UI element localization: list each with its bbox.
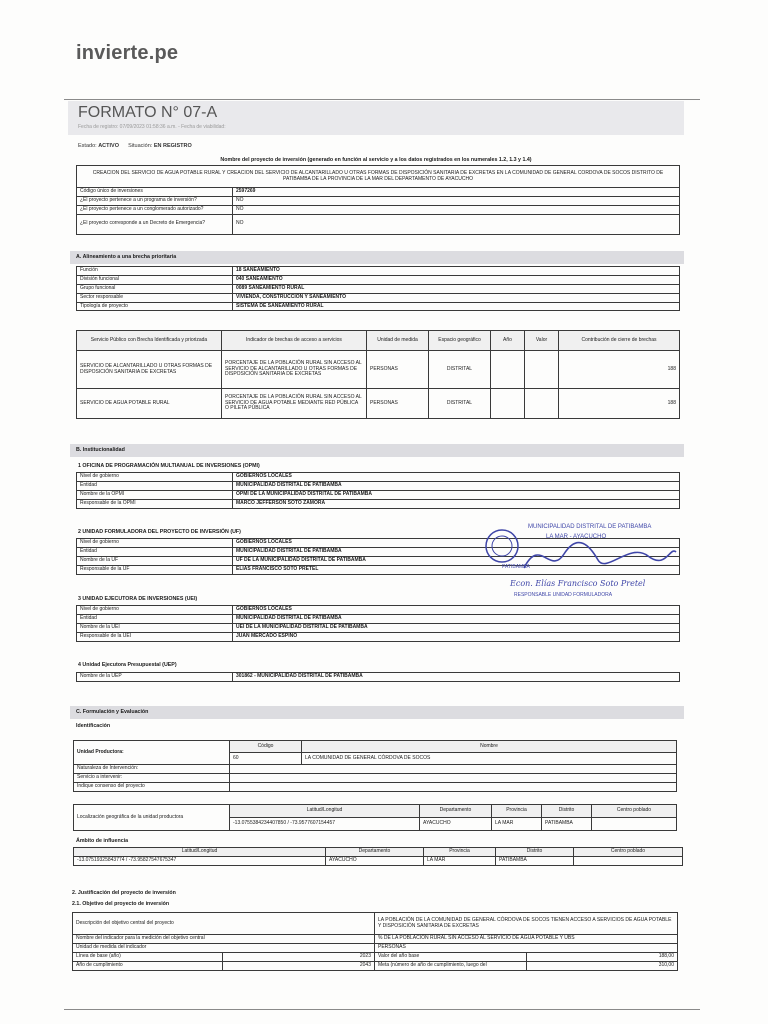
col-header: Provincia	[424, 848, 496, 857]
row-value: MARCO JEFFERSON SOTO ZAMORA	[233, 499, 680, 508]
project-name: CREACION DEL SERVICIO DE AGUA POTABLE RURAL Y CREACION DEL SERVICIO DE ALCANTARILLADO U OTRAS FORMAS DE DISPOSICIÓN SANITARIA DE EXCRETAS EN LA COMUNIDAD DE GENERAL CORDOVA DE SOCOS DISTRITO DE PATIBAMBA DE LA PROVINCIA DE LA MAR DEL DEPARTAMENTO DE AYACUCHO	[77, 166, 680, 188]
table-row	[74, 773, 677, 782]
table-cell: 188	[559, 389, 680, 419]
table-row	[77, 499, 680, 508]
col-header: Distrito	[496, 848, 574, 857]
table-cell: PORCENTAJE DE LA POBLACIÓN RURAL SIN ACCESO AL SERVICIO DE AGUA POTABLE MEDIANTE RED PÚBLICA O PILETA PÚBLICA	[222, 389, 367, 419]
row-label: Responsable de la UF	[77, 565, 233, 574]
justification-title: 2. Justificación del proyecto de inversión	[72, 890, 176, 896]
row-label: Responsable de la OPMI	[77, 499, 233, 508]
table-row	[73, 913, 678, 935]
table-row	[73, 943, 678, 952]
row-label: ¿El proyecto pertenece a un conglomerado autorizado?	[77, 205, 233, 214]
row-label: Unidad de medida del indicador	[73, 943, 375, 952]
uei-title: 3 UNIDAD EJECUTORA DE INVERSIONES (UEI)	[78, 596, 198, 602]
top-divider	[64, 99, 700, 100]
row-label: Descripción del objetivo central del proyecto	[73, 913, 375, 935]
table-row	[77, 632, 680, 641]
seal-inner	[492, 536, 512, 556]
row-value: LA POBLACIÓN DE LA COMUNIDAD DE GENERAL CÓRDOVA DE SOCOS TIENEN ACCESO A SERVICIOS DE AGUA POTABLE Y DISPOSICIÓN SANITARIA DE EXCRETAS	[375, 913, 678, 935]
row-label: Año de cumplimiento	[73, 961, 223, 970]
official-stamp	[480, 516, 680, 600]
row-value: 310,00	[527, 961, 678, 970]
row-label: Nombre de la UEP	[77, 673, 233, 682]
localization-table	[73, 804, 677, 831]
row-value: ELIAS FRANCISCO SOTO PRETEL	[233, 565, 680, 574]
stamp-line-4: Econ. Elías Francisco Soto Pretel	[510, 579, 646, 588]
table-cell: PATIBAMBA	[496, 856, 574, 865]
col-header: Provincia	[492, 805, 542, 818]
table-row	[77, 623, 680, 632]
table-row	[77, 196, 680, 205]
row-value: OPMI DE LA MUNICIPALIDAD DISTRITAL DE PATIBAMBA	[233, 490, 680, 499]
ambito-title: Ámbito de influencia	[76, 838, 129, 844]
table-cell	[525, 389, 559, 419]
table-row	[77, 490, 680, 499]
objective-table	[72, 912, 678, 971]
col-header: Nombre	[302, 741, 677, 753]
col-header: Unidad de medida	[367, 331, 429, 351]
row-value: VIVIENDA, CONSTRUCCION Y SANEAMIENTO	[233, 293, 680, 302]
col-header: Espacio geográfico	[429, 331, 491, 351]
row-value: GOBIERNOS LOCALES	[233, 539, 680, 548]
row-value: 301862 - MUNICIPALIDAD DISTRITAL DE PATIBAMBA	[233, 673, 680, 682]
table-cell: SERVICIO DE AGUA POTABLE RURAL	[77, 389, 222, 419]
row-value: 2043	[223, 961, 375, 970]
up-code: 60	[230, 753, 302, 765]
opmi-title: 1 OFICINA DE PROGRAMACIÓN MULTIANUAL DE INVERSIONES (OPMI)	[78, 463, 260, 469]
table-row	[77, 473, 680, 482]
stamp-line-1: MUNICIPALIDAD DISTRITAL DE PATIBAMBA	[528, 524, 652, 530]
stamp-line-3: PATIBAMBA	[502, 564, 530, 570]
table-cell: SERVICIO DE ALCANTARILLADO U OTRAS FORMAS DE DISPOSICIÓN SANITARIA DE EXCRETAS	[77, 351, 222, 389]
row-label: ¿El proyecto corresponde a un Decreto de Emergencia?	[77, 214, 233, 234]
row-label: Responsable de la UEI	[77, 632, 233, 641]
row-value: UF DE LA MUNICIPALIDAD DISTRITAL DE PATIBAMBA	[233, 556, 680, 565]
table-row	[77, 481, 680, 490]
row-value: GOBIERNOS LOCALES	[233, 473, 680, 482]
col-header: Departamento	[420, 805, 492, 818]
section-b-title: B. Institucionalidad	[70, 444, 684, 457]
row-value: 040 SANEAMIENTO	[233, 275, 680, 284]
row-value: NO	[233, 205, 680, 214]
table-header-row	[74, 848, 683, 857]
row-value	[230, 773, 677, 782]
table-row	[77, 205, 680, 214]
table-cell: DISTRITAL	[429, 351, 491, 389]
table-cell: -13.0755384234407850 / -73.9577607154457	[230, 818, 420, 831]
situacion-label: Situación:	[128, 143, 153, 149]
table-row	[73, 952, 678, 961]
row-value: MUNICIPALIDAD DISTRITAL DE PATIBAMBA	[233, 481, 680, 490]
row-value: 2597269	[233, 188, 680, 197]
table-row	[74, 805, 677, 818]
row-label: Función	[77, 267, 233, 276]
estado-value: ACTIVO	[98, 143, 119, 149]
row-label: Código único de inversiones	[77, 188, 233, 197]
table-cell	[525, 351, 559, 389]
section-c-title: C. Formulación y Evaluación	[70, 706, 684, 719]
table-row	[74, 765, 677, 774]
loc-label: Localización geográfica de la unidad productora	[74, 805, 230, 831]
table-cell: PERSONAS	[367, 351, 429, 389]
col-header: Distrito	[542, 805, 592, 818]
row-value: 18 SANEAMIENTO	[233, 267, 680, 276]
row-label: ¿El proyecto pertenece a un programa de inversión?	[77, 196, 233, 205]
objective-title: 2.1. Objetivo del proyecto de inversión	[72, 901, 170, 907]
row-value: 0089 SANEAMIENTO RURAL	[233, 284, 680, 293]
table-cell: PORCENTAJE DE LA POBLACIÓN RURAL SIN ACCESO AL SERVICIO DE ALCANTARILLADO U OTRAS FORMAS DE DISPOSICIÓN SANITARIA DE EXCRETAS	[222, 351, 367, 389]
table-row	[77, 606, 680, 615]
row-label: Valor del año base	[375, 952, 527, 961]
row-value: JUAN MERCADO ESPINO	[233, 632, 680, 641]
col-header: Servicio Público con Brecha Identificada y priorizada	[77, 331, 222, 351]
table-cell	[592, 818, 677, 831]
table-row	[73, 961, 678, 970]
row-label: Nombre de la OPMI	[77, 490, 233, 499]
col-header: Departamento	[326, 848, 424, 857]
table-row	[74, 741, 677, 753]
situacion-value: EN REGISTRO	[153, 143, 192, 149]
alignment-table	[76, 266, 680, 311]
row-label: Entidad	[77, 481, 233, 490]
row-value: 2023	[223, 952, 375, 961]
row-value: MUNICIPALIDAD DISTRITAL DE PATIBAMBA	[233, 614, 680, 623]
up-name: LA COMUNIDAD DE GENERAL CÓRDOVA DE SOCOS	[302, 753, 677, 765]
table-row	[77, 302, 680, 311]
row-label: Nombre del indicador para la medición del objetivo central	[73, 935, 375, 944]
table-header-row	[77, 331, 680, 351]
col-header: Latitud/Longitud	[74, 848, 326, 857]
form-title: FORMATO N° 07-A	[78, 104, 218, 121]
table-row	[77, 673, 680, 682]
table-cell	[491, 389, 525, 419]
project-table	[76, 165, 680, 235]
row-label: Nombre de la UEI	[77, 623, 233, 632]
up-label: Unidad Productora:	[74, 741, 230, 765]
row-label: Indique consenso del proyecto	[74, 782, 230, 791]
table-cell: AYACUCHO	[326, 856, 424, 865]
row-label: Grupo funcional	[77, 284, 233, 293]
bottom-divider	[64, 1009, 700, 1010]
table-row	[77, 389, 680, 419]
row-value	[230, 765, 677, 774]
row-label: Entidad	[77, 614, 233, 623]
row-value	[230, 782, 677, 791]
table-row	[77, 214, 680, 234]
table-row	[77, 614, 680, 623]
table-row	[74, 856, 683, 865]
signature	[524, 543, 676, 568]
status-line	[78, 143, 192, 149]
invierte-logo: invierte.pe	[76, 42, 179, 64]
row-label: Línea de base (año)	[73, 952, 223, 961]
row-value: % DE LA POBLACIÓN RURAL SIN ACCESO AL SERVICIO DE AGUA POTABLE Y UBS	[375, 935, 678, 944]
opmi-table	[76, 472, 680, 509]
row-value: NO	[233, 196, 680, 205]
table-cell: PERSONAS	[367, 389, 429, 419]
row-label: Meta (número de año de cumplimiento, luego del	[375, 961, 527, 970]
table-row	[77, 284, 680, 293]
col-header: Código	[230, 741, 302, 753]
stamp-line-5: RESPONSABLE UNIDAD FORMULADORA	[514, 592, 613, 598]
row-value: UEI DE LA MUNICIPALIDAD DISTRITAL DE PATIBAMBA	[233, 623, 680, 632]
col-header: Valor	[525, 331, 559, 351]
col-header: Latitud/Longitud	[230, 805, 420, 818]
table-cell: LA MAR	[424, 856, 496, 865]
row-value: SISTEMA DE SANEAMIENTO RURAL	[233, 302, 680, 311]
row-label: Entidad	[77, 547, 233, 556]
row-value: NO	[233, 214, 680, 234]
row-label: Servicio a intervenir:	[74, 773, 230, 782]
row-label: División funcional	[77, 275, 233, 284]
table-cell: DISTRITAL	[429, 389, 491, 419]
ambito-table	[73, 847, 683, 866]
row-label: Sector responsable	[77, 293, 233, 302]
table-cell	[574, 856, 683, 865]
uf-title: 2 UNIDAD FORMULADORA DEL PROYECTO DE INVERSIÓN (UF)	[78, 529, 241, 535]
table-row	[77, 166, 680, 188]
project-name-heading: Nombre del proyecto de inversión (generado en función al servicio y a los datos registrados en los numerales 1.2, 1.3 y 1.4)	[220, 157, 532, 163]
table-row	[73, 935, 678, 944]
table-cell: LA MAR	[492, 818, 542, 831]
col-header: Centro poblado	[592, 805, 677, 818]
table-cell: PATIBAMBA	[542, 818, 592, 831]
stamp-line-2: LA MAR - AYACUCHO	[546, 534, 607, 540]
table-cell: 188	[559, 351, 680, 389]
row-value: PERSONAS	[375, 943, 678, 952]
row-label: Tipología de proyecto	[77, 302, 233, 311]
col-header: Centro poblado	[574, 848, 683, 857]
table-row	[77, 188, 680, 197]
row-value: GOBIERNOS LOCALES	[233, 606, 680, 615]
ident-title: Identificación	[76, 723, 111, 729]
table-cell: AYACUCHO	[420, 818, 492, 831]
seal-circle	[486, 530, 518, 562]
estado-label: Estado:	[78, 143, 97, 149]
uei-table	[76, 605, 680, 642]
row-label: Nivel de gobierno	[77, 606, 233, 615]
uep-title: 4 Unidad Ejecutora Presupuestal (UEP)	[78, 662, 177, 668]
table-row	[77, 267, 680, 276]
table-cell	[491, 351, 525, 389]
table-row	[77, 351, 680, 389]
row-label: Nivel de gobierno	[77, 473, 233, 482]
col-header: Indicador de brechas de acceso a servicios	[222, 331, 367, 351]
table-row	[77, 275, 680, 284]
row-label: Naturaleza de Intervención:	[74, 765, 230, 774]
row-value: 188,00	[527, 952, 678, 961]
table-row	[74, 782, 677, 791]
col-header: Año	[491, 331, 525, 351]
row-label: Nivel de gobierno	[77, 539, 233, 548]
row-label: Nombre de la UF	[77, 556, 233, 565]
uep-table	[76, 672, 680, 682]
brecha-table	[76, 330, 680, 419]
section-a-title: A. Alineamiento a una brecha prioritaria	[70, 251, 684, 264]
up-table	[73, 740, 677, 792]
register-date: Fecha de registro: 07/09/2023 01:58:36 a.m. - Fecha de viabilidad:	[78, 124, 226, 130]
col-header: Contribución de cierre de brechas	[559, 331, 680, 351]
table-row	[77, 293, 680, 302]
table-cell: -13.07519325843774 / -73.95827547675347	[74, 856, 326, 865]
row-value: MUNICIPALIDAD DISTRITAL DE PATIBAMBA	[233, 547, 680, 556]
